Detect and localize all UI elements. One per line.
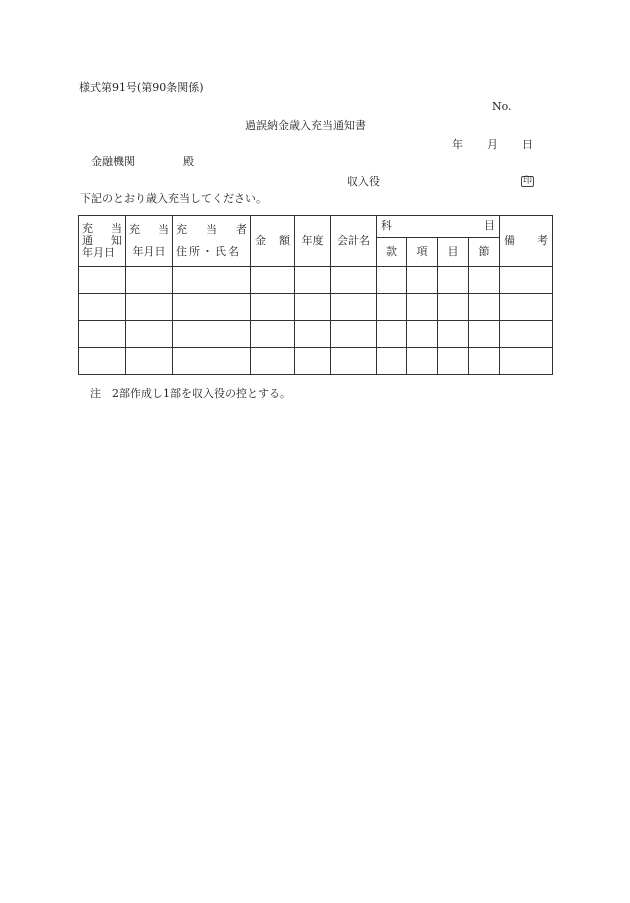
table-cell[interactable] [438, 321, 469, 348]
document-title: 過誤納金歳入充当通知書 [245, 119, 366, 132]
table-cell[interactable] [331, 267, 377, 294]
header-subject: 科 目 [377, 216, 500, 238]
table-row [79, 348, 553, 375]
date-year: 年 [452, 138, 463, 151]
date-day: 日 [522, 138, 533, 151]
table-cell[interactable] [407, 294, 438, 321]
header-amount: 金 額 [251, 216, 295, 267]
seal-mark: 印 [523, 176, 533, 186]
table-cell[interactable] [126, 267, 173, 294]
table-cell[interactable] [407, 267, 438, 294]
issuer-label: 収入役 [347, 175, 380, 188]
table-cell[interactable] [407, 321, 438, 348]
table-cell[interactable] [469, 294, 500, 321]
table-cell[interactable] [500, 348, 553, 375]
table-cell[interactable] [251, 294, 295, 321]
footnote: 注 2部作成し1部を収入役の控とする。 [90, 387, 291, 400]
table-row [79, 267, 553, 294]
number-label: No. [492, 100, 512, 113]
table-row [79, 294, 553, 321]
table-cell[interactable] [469, 321, 500, 348]
table-cell[interactable] [79, 348, 126, 375]
instruction-text: 下記のとおり歳入充当してください。 [80, 192, 267, 205]
header-notice-date: 充 当 通 知 年月日 [79, 216, 126, 267]
table-cell[interactable] [126, 294, 173, 321]
form-number: 様式第91号(第90条関係) [79, 81, 204, 94]
table-cell[interactable] [79, 321, 126, 348]
table-cell[interactable] [173, 348, 251, 375]
table-cell[interactable] [438, 348, 469, 375]
table-cell[interactable] [79, 267, 126, 294]
header-allocation-date: 充 当 年月日 [126, 216, 173, 267]
table-cell[interactable] [173, 267, 251, 294]
table-cell[interactable] [331, 321, 377, 348]
header-allocatee: 充 当 者 住所・氏名 [173, 216, 251, 267]
header-kou: 項 [407, 238, 438, 267]
header-setsu: 節 [469, 238, 500, 267]
table-cell[interactable] [79, 294, 126, 321]
table-cell[interactable] [295, 294, 331, 321]
table-cell[interactable] [331, 294, 377, 321]
header-moku: 目 [438, 238, 469, 267]
table-cell[interactable] [295, 321, 331, 348]
table-cell[interactable] [377, 294, 407, 321]
table-row [79, 321, 553, 348]
date-month: 月 [487, 138, 498, 151]
table-cell[interactable] [331, 348, 377, 375]
table-cell[interactable] [500, 321, 553, 348]
table-cell[interactable] [173, 321, 251, 348]
table-cell[interactable] [438, 267, 469, 294]
table-cell[interactable] [377, 348, 407, 375]
table-cell[interactable] [469, 267, 500, 294]
table-cell[interactable] [173, 294, 251, 321]
table-cell[interactable] [438, 294, 469, 321]
table-cell[interactable] [500, 267, 553, 294]
header-remarks: 備 考 [500, 216, 553, 267]
allocation-table [78, 215, 553, 375]
table-cell[interactable] [251, 321, 295, 348]
table-cell[interactable] [500, 294, 553, 321]
table-cell[interactable] [251, 348, 295, 375]
table-cell[interactable] [469, 348, 500, 375]
table-cell[interactable] [126, 348, 173, 375]
header-account-name: 会計名 [331, 216, 377, 267]
header-fiscal-year: 年度 [295, 216, 331, 267]
table-cell[interactable] [377, 267, 407, 294]
table-cell[interactable] [377, 321, 407, 348]
table-cell[interactable] [126, 321, 173, 348]
table-cell[interactable] [295, 267, 331, 294]
table-cell[interactable] [251, 267, 295, 294]
addressee-honorific: 殿 [183, 155, 194, 168]
header-kan: 款 [377, 238, 407, 267]
table-cell[interactable] [407, 348, 438, 375]
table-cell[interactable] [295, 348, 331, 375]
addressee-label: 金融機関 [91, 155, 135, 168]
